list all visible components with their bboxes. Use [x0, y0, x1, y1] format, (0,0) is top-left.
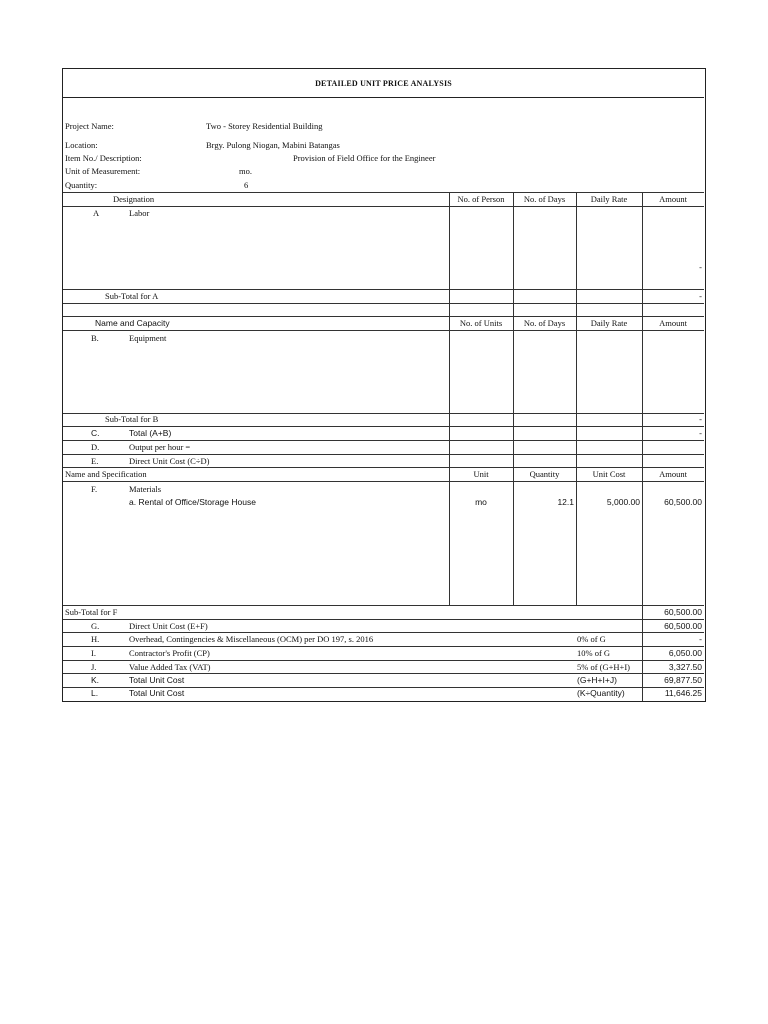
divider [63, 632, 704, 633]
summary-label-e: Direct Unit Cost (C÷D) [129, 456, 210, 466]
labor-label: Labor [129, 208, 150, 218]
equipment-code: B. [91, 333, 99, 343]
divider [449, 316, 450, 467]
divider [642, 605, 643, 701]
divider [576, 467, 577, 605]
materials-header-quantity: Quantity [529, 469, 560, 479]
total-code-j: J. [91, 662, 97, 672]
total-pct-i: 10% of G [577, 648, 611, 658]
divider [63, 206, 704, 207]
divider [63, 481, 704, 482]
materials-item-quantity: 12.1 [557, 497, 574, 507]
equipment-subtotal-label: Sub-Total for B [105, 414, 159, 424]
divider [449, 467, 450, 605]
equipment-header-amount: Amount [659, 318, 687, 328]
divider [63, 646, 704, 647]
divider [63, 303, 704, 304]
equipment-label: Equipment [129, 333, 167, 343]
total-value-h: - [699, 634, 702, 644]
divider [63, 605, 704, 606]
divider [449, 192, 450, 316]
labor-header-persons: No. of Person [457, 194, 505, 204]
divider [63, 440, 704, 441]
total-label-h: Overhead, Contingencies & Miscellaneous (OCM) per DO 197, s. 2016 [129, 634, 374, 644]
total-code-g: G. [91, 621, 100, 631]
summary-value-c: - [699, 428, 702, 438]
equipment-subtotal-value: - [699, 414, 702, 424]
total-code-l: L. [91, 688, 99, 698]
total-value-i: 6,050.00 [668, 648, 702, 658]
materials-header-unit-cost: Unit Cost [592, 469, 626, 479]
labor-header-designation: Designation [113, 194, 155, 204]
labor-header-days: No. of Days [523, 194, 566, 204]
divider [63, 619, 704, 620]
summary-label-c: Total (A+B) [129, 428, 172, 438]
total-pct-h: 0% of G [577, 634, 606, 644]
total-label-k: Total Unit Cost [129, 675, 185, 685]
total-code-k: K. [91, 675, 100, 685]
materials-header-name: Name and Specification [65, 469, 147, 479]
materials-label: Materials [129, 484, 162, 494]
labor-header-rate: Daily Rate [590, 194, 628, 204]
total-value-j: 3,327.50 [668, 662, 702, 672]
materials-item-unit-cost: 5,000.00 [606, 497, 640, 507]
divider [513, 316, 514, 467]
divider [642, 467, 643, 605]
materials-item-unit: mo [475, 497, 487, 507]
labor-subtotal-label: Sub-Total for A [105, 291, 159, 301]
equipment-header-units: No. of Units [459, 318, 503, 328]
quantity-label: Quantity: [65, 180, 98, 190]
summary-code-e: E. [91, 456, 99, 466]
divider [576, 192, 577, 316]
materials-item-description: a. Rental of Office/Storage House [129, 497, 256, 507]
divider [63, 426, 704, 427]
divider [63, 673, 704, 674]
materials-item-amount: 60,500.00 [664, 497, 702, 507]
divider [63, 467, 704, 468]
unit-value: mo. [239, 166, 252, 176]
equipment-header-rate: Daily Rate [590, 318, 628, 328]
unit-price-analysis-sheet [62, 68, 706, 702]
materials-subtotal-label: Sub-Total for F [65, 607, 118, 617]
materials-header-amount: Amount [659, 469, 687, 479]
divider [576, 316, 577, 467]
summary-code-c: C. [91, 428, 100, 438]
divider [513, 467, 514, 605]
project-name-value: Two - Storey Residential Building [206, 121, 323, 131]
divider [63, 192, 704, 193]
project-name-label: Project Name: [65, 121, 114, 131]
divider [63, 413, 704, 414]
divider [63, 330, 704, 331]
total-label-j: Value Added Tax (VAT) [129, 662, 211, 672]
total-label-i: Contractor's Profit (CP) [129, 648, 210, 658]
location-value: Brgy. Pulong Niogan, Mabini Batangas [206, 140, 340, 150]
item-label: Item No./ Description: [65, 153, 142, 163]
total-code-i: I. [91, 648, 96, 658]
quantity-value: 6 [244, 180, 249, 190]
materials-code: F. [91, 484, 98, 494]
total-value-k: 69,877.50 [664, 675, 702, 685]
total-pct-k: (G+H+I+J) [577, 675, 617, 685]
labor-code: A [93, 208, 100, 218]
materials-header-unit: Unit [473, 469, 489, 479]
labor-header-amount: Amount [659, 194, 687, 204]
labor-subtotal-value: - [699, 291, 702, 301]
summary-code-d: D. [91, 442, 100, 452]
equipment-header-name: Name and Capacity [95, 318, 170, 328]
total-value-g: 60,500.00 [664, 621, 702, 631]
divider [513, 192, 514, 316]
labor-amount: - [699, 262, 702, 272]
divider [642, 192, 643, 316]
total-label-g: Direct Unit Cost (E+F) [129, 621, 208, 631]
divider [63, 660, 704, 661]
total-code-h: H. [91, 634, 100, 644]
item-value: Provision of Field Office for the Engineer [293, 153, 436, 163]
total-value-l: 11,646.25 [664, 688, 702, 698]
equipment-header-days: No. of Days [523, 318, 566, 328]
total-pct-l: (K÷Quantity) [577, 688, 625, 698]
summary-label-d: Output per hour = [129, 442, 191, 452]
document-title: DETAILED UNIT PRICE ANALYSIS [315, 79, 452, 88]
divider [63, 289, 704, 290]
total-pct-j: 5% of (G+H+I) [577, 662, 631, 672]
divider [63, 97, 704, 98]
divider [63, 454, 704, 455]
total-label-l: Total Unit Cost [129, 688, 185, 698]
location-label: Location: [65, 140, 98, 150]
materials-subtotal-value: 60,500.00 [664, 607, 702, 617]
divider [642, 316, 643, 467]
unit-label: Unit of Measurement: [65, 166, 141, 176]
divider [63, 316, 704, 317]
